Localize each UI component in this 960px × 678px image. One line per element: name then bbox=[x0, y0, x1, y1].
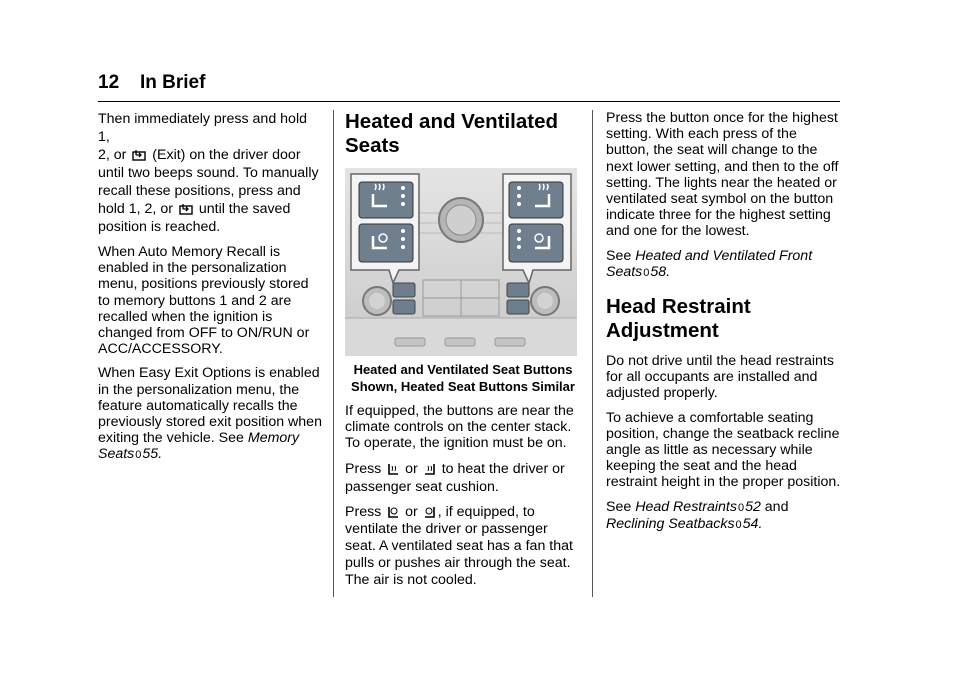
paragraph-heat-seat: Press or to heat the driver or passenger seat cushion. bbox=[345, 460, 565, 495]
page-ref-number[interactable]: 54 bbox=[742, 515, 759, 532]
section-heading-heated-seats: Heated and Ventilated Seats bbox=[345, 110, 559, 157]
link-reclining-seatbacks[interactable]: Reclining Seatbacks bbox=[606, 515, 735, 532]
page-title: In Brief bbox=[140, 72, 206, 93]
page-ref-symbol: 0 bbox=[643, 266, 650, 279]
figure-caption: Heated and Ventilated Seat Buttons Shown, Heated Seat Buttons Similar bbox=[351, 362, 575, 394]
exit-seat-icon bbox=[179, 203, 193, 216]
paragraph-easy-exit: When Easy Exit Options is enabled in the personalization menu, the feature automatically recalls the previously stored exit position when exiting the vehicle. See Memory Seats055. bbox=[98, 365, 322, 463]
section-heading-head-restraint: Head Restraint Adjustment bbox=[606, 295, 751, 343]
page-number: 12 bbox=[98, 72, 120, 93]
page-ref-number[interactable]: 52 bbox=[745, 498, 761, 515]
ventilated-seat-passenger-icon bbox=[424, 505, 436, 519]
climate-panel-illustration bbox=[345, 168, 577, 356]
heated-seat-passenger-icon bbox=[424, 462, 436, 476]
column-divider bbox=[592, 110, 593, 597]
column-divider bbox=[333, 110, 334, 597]
paragraph-buttons-location: If equipped, the buttons are near the climate controls on the center stack. To operate, the ignition must be on. bbox=[345, 403, 574, 452]
link-head-restraints[interactable]: Head Restraints bbox=[635, 498, 737, 515]
heated-seat-driver-icon bbox=[387, 462, 399, 476]
exit-seat-icon bbox=[132, 149, 146, 162]
paragraph-head-restraint-warning: Do not drive until the head restraints for all occupants are installed and adjusted properly. bbox=[606, 353, 834, 402]
page-header bbox=[98, 72, 840, 102]
page-ref-symbol: 0 bbox=[135, 449, 142, 462]
ventilated-seat-driver-icon bbox=[387, 505, 399, 519]
paragraph-vent-seat: Press or , if equipped, to ventilate the driver or passenger seat. A ventilated seat has a fan that pulls or pushes air through the seat. The air is not cooled. bbox=[345, 503, 573, 588]
paragraph-exit-memory: Then immediately press and hold 1, 2, or (Exit) on the driver door until two beeps sound. To manually recall these positions, press and hold 1, 2, or until the saved position is reached. bbox=[98, 111, 319, 235]
column-right bbox=[606, 110, 842, 541]
paragraph-see-heated-seats: See Heated and Ventilated Front Seats058. bbox=[606, 247, 813, 280]
page-ref-number[interactable]: 58 bbox=[650, 263, 667, 280]
column-middle bbox=[345, 110, 581, 597]
column-left bbox=[98, 110, 322, 472]
page-ref-symbol: 0 bbox=[737, 501, 745, 514]
link-memory-seats[interactable]: Memory Seats bbox=[98, 430, 300, 463]
page-ref-number[interactable]: 55 bbox=[142, 446, 159, 463]
paragraph-button-settings: Press the button once for the highest setting. With each press of the button, the seat will change to the next lower setting, and then to the off setting. The lights near the heated or ventilated seat symbol on the button indicate three for the highest setting and one for the lowest. bbox=[606, 110, 839, 240]
paragraph-auto-memory: When Auto Memory Recall is enabled in the personalization menu, positions previously stored to memory buttons 1 and 2 are recalled when the ignition is changed from OFF to ON/RUN or ACC/ACCESSORY. bbox=[98, 244, 310, 358]
seat-buttons-figure bbox=[345, 168, 577, 356]
page-ref-symbol: 0 bbox=[735, 518, 742, 531]
link-heated-ventilated-front-seats[interactable]: Heated and Ventilated Front Seats bbox=[606, 247, 813, 280]
paragraph-see-head-restraints: See Head Restraints052 and Reclining Seatbacks054. bbox=[606, 498, 789, 532]
paragraph-seating-position: To achieve a comfortable seating position, change the seatback recline angle as little as necessary while keeping the seat and the head restraint height in the proper position. bbox=[606, 409, 841, 491]
